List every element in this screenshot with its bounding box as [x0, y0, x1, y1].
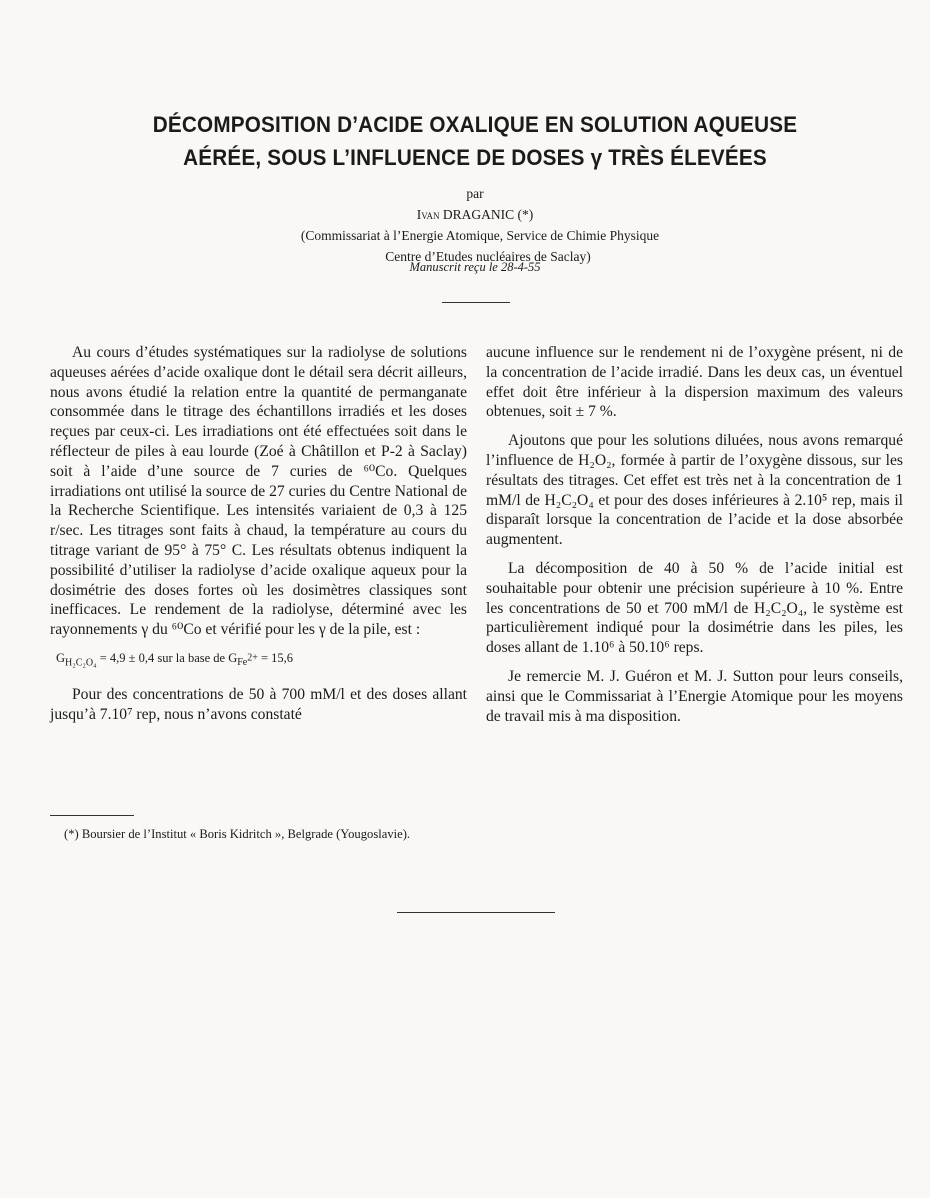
left-column	[50, 343, 467, 725]
right-column	[486, 343, 903, 726]
title-line-1: DÉCOMPOSITION D’ACIDE OXALIQUE EN SOLUTION AQUEUSE	[152, 112, 798, 137]
author-name: Ivan DRAGANIC (*)	[416, 207, 534, 222]
footnote-divider	[50, 815, 134, 816]
formula-sub2	[237, 653, 258, 669]
end-divider	[397, 912, 555, 913]
paragraph: Ajoutons que pour les solutions diluées, nous avons remarqué l’influence de H₂O₂, formée à partir de l’oxygène dissous, sur les résultats des titrages. Cet effet est très net à la concentration de 1 mM/l de H₂C₂O₄ et pour des doses inférieures à 2.10⁵ rep, mais il disparaît lorsque la concentration de l’acide et la dose absorbée augmentent.	[486, 432, 903, 549]
formula-end: = 15,6	[257, 650, 294, 665]
article-title	[93, 108, 857, 174]
title-line-2: AÉRÉE, SOUS L’INFLUENCE DE DOSES γ TRÈS ÉLEVÉES	[183, 145, 767, 170]
formula-mid: = 4,9 ± 0,4 sur la base de G	[96, 650, 238, 665]
formula-sub1: H₂C₂O₄	[65, 657, 97, 669]
paragraph: La décomposition de 40 à 50 % de l’acide initial est souhaitable pour obtenir une précision supérieure à 10 %. Entre les concentrations de 50 et 700 mM/l de H₂C₂O₄, le système est particulièrement indiqué pour la dosimétrie dans les piles, les doses allant de 1.10⁶ à 50.10⁶ reps.	[486, 559, 903, 657]
paragraph: Au cours d’études systématiques sur la radiolyse de solutions aqueuses aérées d’acide oxalique dont le détail sera décrit ailleurs, nous avons étudié la relation entre la quantité de permanganate consommée dans le titrage des échantillons irradiés et les doses reçues par ceux-ci. Les irradiations ont été effectuées soit dans le réflecteur de piles à eau lourde (Zoé à Châtillon et P-2 à Saclay) soit à l’aide d’une source de 7 curies de ⁶⁰Co. Quelques irradiations ont utilisé la source de 27 curies du Centre National de la Recherche Scientifique. Les intensités variaient de 0,3 à 125 r/sec. Les titrages sont faits à chaud, la température au cours du titrage variant de 95° à 75° C. Les résultats obtenus indiquent la possibilité d’utiliser la radiolyse d’acide oxalique aqueux pour la dosimétrie des doses fortes où les dosimètres classiques sont inefficaces. Le rendement de la radiolyse, déterminé avec les rayonnements γ du ⁶⁰Co et vérifié pour les γ de la pile, est :	[50, 344, 468, 639]
footnote: (*) Boursier de l’Institut « Boris Kidritch », Belgrade (Yougoslavie).	[64, 827, 411, 841]
affiliation-line-2: Centre d’Etudes nucléaires de Saclay)	[385, 249, 591, 264]
formula-g1: G	[56, 650, 66, 665]
yield-formula	[56, 646, 467, 676]
affiliation-line-1: (Commissariat à l’Energie Atomique, Service de Chimie Physique	[300, 228, 660, 243]
par-word: par	[466, 186, 484, 201]
byline	[60, 183, 890, 267]
formula-charge: 2+	[247, 653, 258, 665]
received-date: Manuscrit reçu le 28-4-55	[409, 260, 541, 274]
author-line	[60, 183, 890, 225]
title-divider	[442, 302, 510, 303]
paragraph: Je remercie M. J. Guéron et M. J. Sutton pour leurs conseils, ainsi que le Commissariat à l’Energie Atomique pour les moyens de travail mis à ma disposition.	[486, 667, 903, 725]
paragraph: Pour des concentrations de 50 à 700 mM/l et des doses allant jusqu’à 7.10⁷ rep, nous n’avons constaté	[50, 686, 467, 724]
paragraph: aucune influence sur le rendement ni de l’oxygène présent, ni de la concentration de l’acide irradié. Dans les deux cas, un éventuel effet doit être inférieur à la dispersion maximum des valeurs obtenues, soit ± 7 %.	[486, 344, 903, 421]
formula-fe: Fe	[237, 657, 248, 669]
